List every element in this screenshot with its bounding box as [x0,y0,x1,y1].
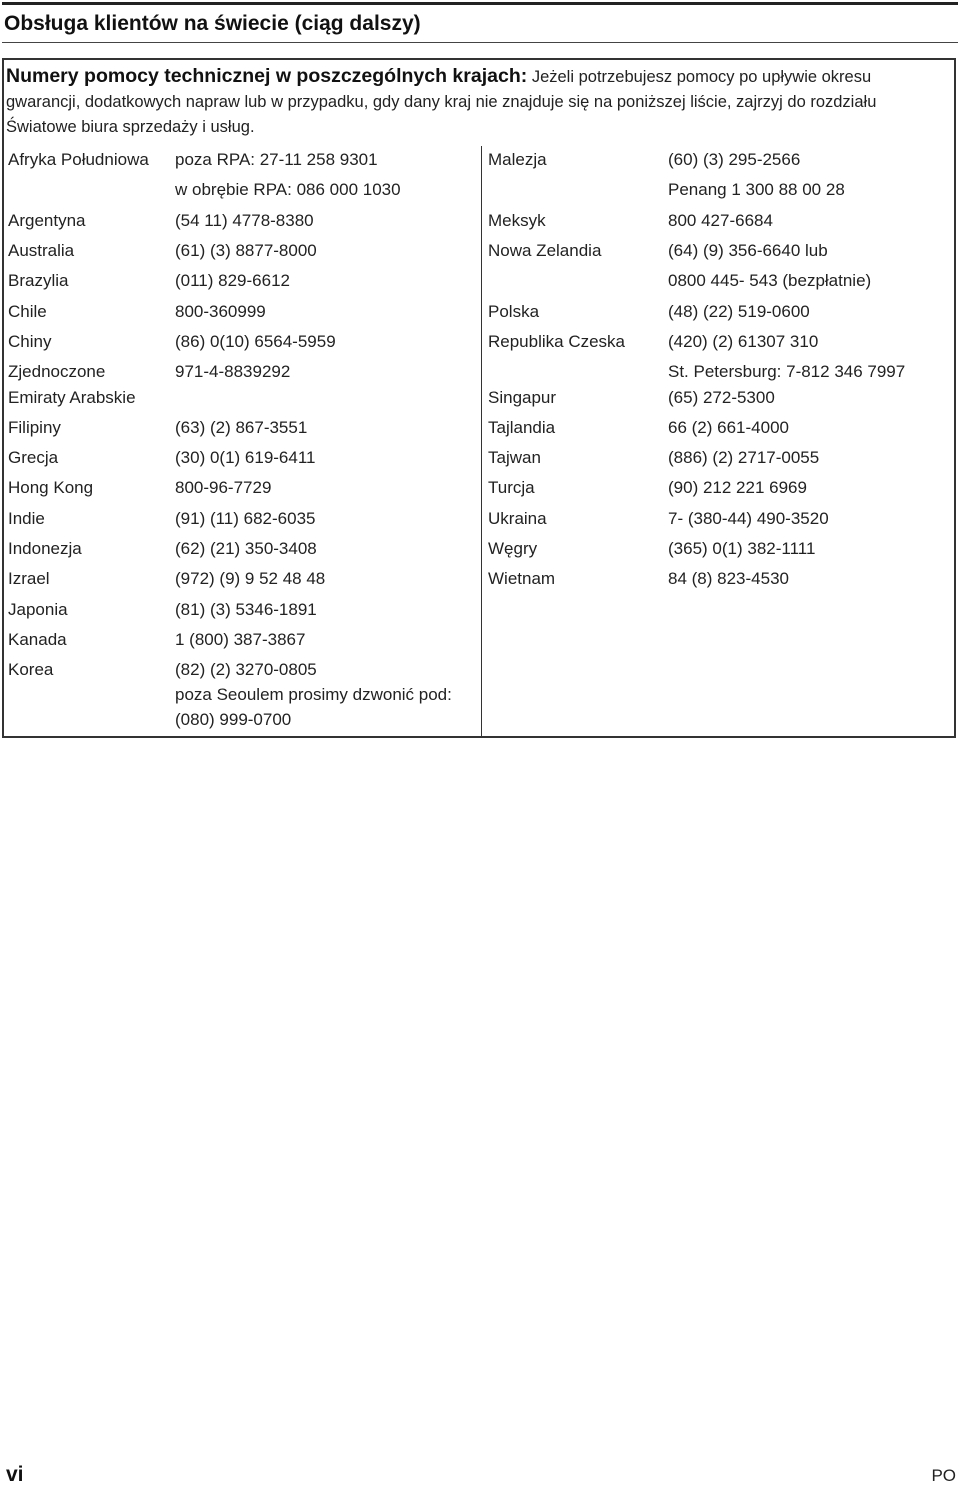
phone-number: 7- (380-44) 490-3520 [668,509,829,528]
phone-number: (011) 829-6612 [175,271,290,290]
phone-number: 66 (2) 661-4000 [668,418,789,437]
phone-number: (080) 999-0700 [175,710,292,729]
country-name: Malezja [488,150,547,169]
phone-number: (81) (3) 5346-1891 [175,600,317,619]
country-name: Tajlandia [488,418,556,437]
country-name: Argentyna [8,211,86,230]
phone-number: 800 427-6684 [668,211,773,230]
country-name: Tajwan [488,448,541,467]
country-name: Australia [8,241,75,260]
country-name: Brazylia [8,271,69,290]
country-name: Izrael [8,569,50,588]
country-name: Hong Kong [8,478,94,497]
phone-number: (91) (11) 682-6035 [175,509,316,528]
country-name: Emiraty Arabskie [8,388,136,407]
country-name: Ukraina [488,509,547,528]
country-name: Polska [488,302,540,321]
phone-number: (61) (3) 8877-8000 [175,241,317,260]
phone-number: poza RPA: 27-11 258 9301 [175,150,378,169]
phone-number: (420) (2) 61307 310 [668,332,819,351]
phone-number: (886) (2) 2717-0055 [668,448,820,467]
country-name: Indie [8,509,45,528]
page-title: Obsługa klientów na świecie (ciąg dalszy) [4,12,421,35]
phone-number: 84 (8) 823-4530 [668,569,789,588]
country-name: Zjednoczone [8,362,106,381]
country-name: Kanada [8,630,67,649]
intro-text: Jeżeli potrzebujesz pomocy po upływie okresu gwarancji, dodatkowych napraw lub w przypadku, gdy dany kraj nie znajduje się na poniższej liście, zajrzyj do rozdziału Światowe biura sprzedaży i usług. [6,68,877,136]
phone-number: (62) (21) 350-3408 [175,539,317,558]
header-rule [2,42,958,43]
country-name: Korea [8,660,54,679]
country-name: Afryka Południowa [8,150,149,169]
country-name: Nowa Zelandia [488,241,602,260]
phone-number: 1 (800) 387-3867 [175,630,306,649]
phone-number: (54 11) 4778-8380 [175,211,314,230]
phone-number: w obrębie RPA: 086 000 1030 [175,180,401,199]
country-name: Wietnam [488,569,556,588]
phone-number: (82) (2) 3270-0805 [175,660,317,679]
language-code: PO [931,1466,956,1485]
phone-number: (86) 0(10) 6564-5959 [175,332,336,351]
phone-number: St. Petersburg: 7-812 346 7997 [668,362,906,381]
country-name: Indonezja [8,539,82,558]
country-name: Meksyk [488,211,546,230]
phone-number: (90) 212 221 6969 [668,478,807,497]
phone-number: 800-360999 [175,302,266,321]
phone-number: 971-4-8839292 [175,362,291,381]
country-name: Chiny [8,332,52,351]
phone-number: 800-96-7729 [175,478,272,497]
intro-heading: Numery pomocy technicznej w poszczególnych krajach: [6,65,528,87]
phone-number: (60) (3) 295-2566 [668,150,801,169]
country-name: Grecja [8,448,59,467]
phone-number: (365) 0(1) 382-1111 [668,539,816,558]
country-name: Singapur [488,388,557,407]
country-name: Republika Czeska [488,332,626,351]
phone-note: poza Seoulem prosimy dzwonić pod: [175,685,452,704]
top-rule [2,2,958,5]
phone-number: (64) (9) 356-6640 lub [668,241,828,260]
phone-number: (63) (2) 867-3551 [175,418,308,437]
phone-number: (30) 0(1) 619-6411 [175,448,316,467]
page-number: vi [6,1463,24,1486]
phone-number: Penang 1 300 88 00 28 [668,180,845,199]
intro-paragraph [6,64,950,140]
country-name: Filipiny [8,418,61,437]
phone-number: (65) 272-5300 [668,388,775,407]
column-divider [481,146,482,738]
country-name: Chile [8,302,47,321]
country-name: Turcja [488,478,535,497]
country-name: Węgry [488,539,538,558]
country-name: Japonia [8,600,68,619]
phone-number: (48) (22) 519-0600 [668,302,810,321]
phone-number: 0800 445- 543 (bezpłatnie) [668,271,872,290]
phone-number: (972) (9) 9 52 48 48 [175,569,326,588]
